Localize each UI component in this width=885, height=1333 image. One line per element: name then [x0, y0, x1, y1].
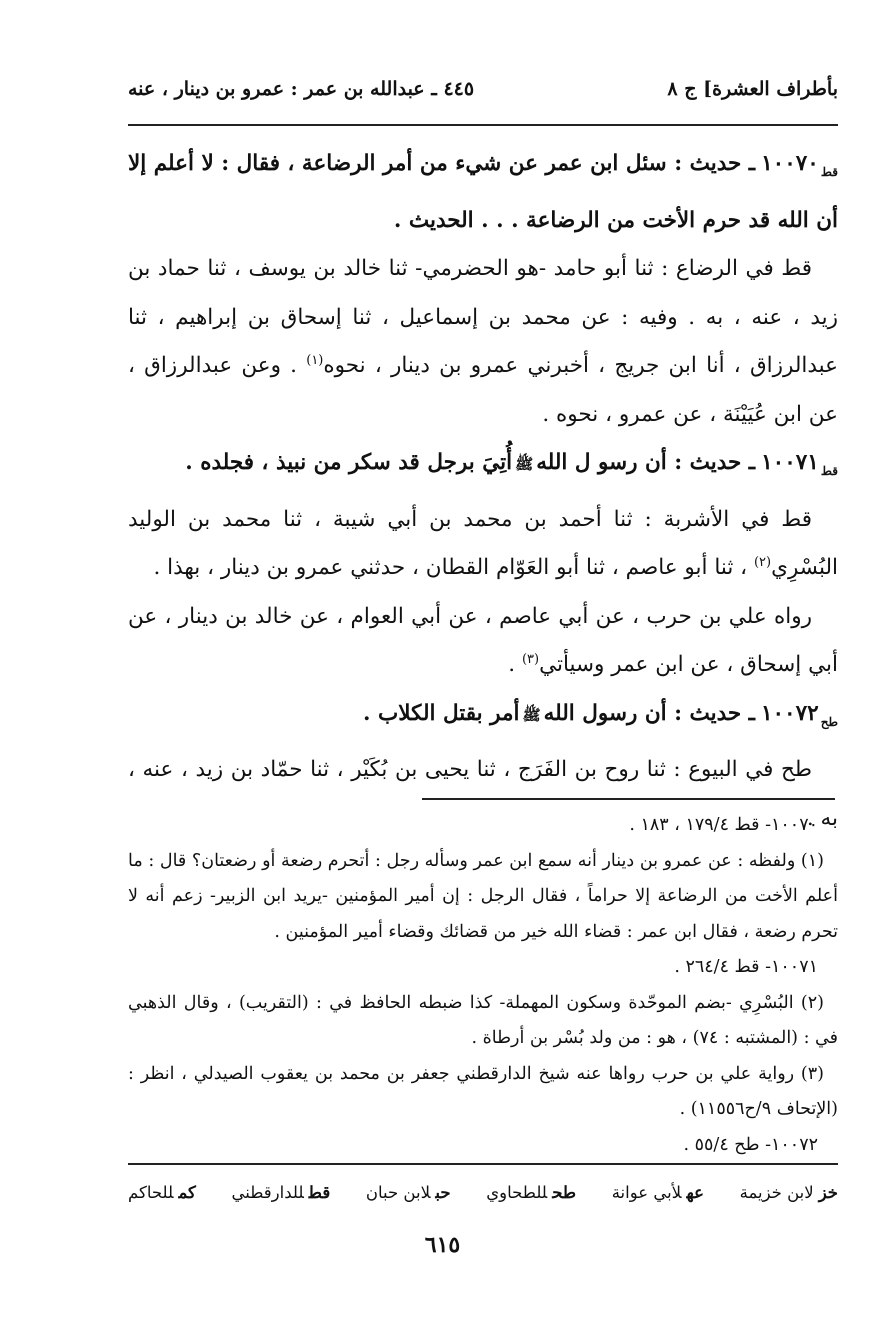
hadith-number: ١٠٠٧٢ — [760, 700, 819, 726]
footnote-reference: ١٠٠٧١- قط ٢٦٤/٤ . — [674, 957, 818, 977]
legend-text: لأبي عوانة — [611, 1182, 682, 1202]
source-symbol: قط — [820, 165, 838, 179]
abbreviation-legend — [128, 1173, 838, 1211]
legend-abbr: خز — [818, 1182, 838, 1202]
footnotes — [128, 808, 838, 1163]
hadith-10070-chain — [128, 245, 838, 439]
chain-text: قط في الأشربة : ثنا أحمد بن محمد بن أبي شيبة ، ثنا محمد بن الوليد البُسْرِي — [128, 506, 838, 580]
hadith-text: ـ حديث : أن رسو ل الله — [536, 450, 756, 475]
legend-text: لابن حبان — [365, 1182, 431, 1202]
hadith-10071-chain-2 — [128, 593, 838, 690]
salawat-glyph: ﷺ — [522, 705, 541, 724]
header-section-title: ٤٤٥ ـ عبدالله بن عمر : عمرو بن دينار ، عنه — [128, 78, 475, 100]
salawat-glyph: ﷺ — [515, 455, 534, 473]
main-text — [128, 140, 838, 843]
legend-abbr: طح — [552, 1182, 577, 1202]
footnote-3: (٣) رواية علي بن حرب رواها عنه شيخ الدارقطني جعفر بن محمد بن يعقوب الصيدلي ، انظر : (الإتحاف ٩/ح١١٥٥٦) . — [128, 1063, 838, 1119]
footnote-reference: ١٠٠٧٠- قط ١٧٩/٤ ، ١٨٣ . — [629, 815, 818, 835]
footnote-mark: (٣) — [521, 651, 540, 667]
hadith-10070 — [128, 140, 838, 245]
hadith-text-cont: أمر بقتل الكلاب . — [363, 700, 520, 726]
source-symbol: قط — [820, 464, 838, 478]
footnote-mark: (٢) — [753, 554, 772, 570]
page-number: ٦١٥ — [424, 1232, 461, 1258]
footnote-1: (١) ولفظه : عن عمرو بن دينار أنه سمع ابن عمر وسأله رجل : أتحرم رضعة أو رضعتان؟ قال : ما أعلم الأخت من الرضاعة إلا حراماً ، فقال الرجل : إن أمير المؤمنين -يريد ابن الزبير- زعم أنه لا تحرم رضعة ، فقال ابن عمر : قضاء الله خير من قضائك وقضاء أمير المؤمنين . — [128, 850, 838, 942]
legend-abbr: كم — [178, 1182, 196, 1202]
legend-abbr: عه — [686, 1182, 704, 1202]
legend-item — [366, 1183, 451, 1202]
chain-text: رواه علي بن حرب ، عن أبي عاصم ، عن أبي العوام ، عن خالد بن دينار ، عن أبي إسحاق ، عن ابن عمر وسيأتي — [128, 603, 838, 677]
legend-item — [128, 1183, 196, 1202]
legend-abbr: قط — [308, 1182, 331, 1202]
header-rule — [128, 124, 838, 126]
header-book-title: بأطراف العشرة] ج ٨ — [667, 78, 838, 100]
hadith-10071 — [128, 439, 838, 496]
legend-rule — [128, 1163, 838, 1165]
legend-text: للحاكم — [128, 1182, 174, 1202]
running-header — [128, 72, 838, 106]
legend-item — [740, 1183, 838, 1202]
chain-text-tail: . وعن عبدالرزاق ، عن ابن عُيَيْنَة ، عن عمرو ، نحوه . — [128, 353, 838, 427]
legend-item — [612, 1183, 704, 1202]
hadith-10071-chain — [128, 496, 838, 593]
legend-item — [486, 1183, 576, 1202]
hadith-text: ـ حديث : أن رسول الله — [543, 700, 755, 726]
footnote-2: (٢) البُسْرِي -بضم الموحّدة وسكون المهملة- كذا ضبطه الحافظ في : (التقريب) ، وقال الذهبي في : (المشتبه : ٧٤) ، هو : من ولد بُسْر بن أرطاة . — [128, 992, 838, 1048]
chain-text-tail: . — [508, 652, 516, 677]
source-symbol: طح — [820, 714, 838, 729]
legend-abbr: حب — [435, 1182, 451, 1202]
legend-text: للدارقطني — [231, 1182, 304, 1202]
footnote-reference: ١٠٠٧٢- طح ٥٥/٤ . — [683, 1134, 818, 1155]
footnote-rule — [422, 798, 835, 800]
chain-text-tail: ، ثنا أبو عاصم ، ثنا أبو العَوّام القطان ، حدثني عمرو بن دينار ، بهذا . — [153, 555, 748, 580]
hadith-number: ١٠٠٧٠ — [761, 151, 819, 176]
footnote-mark: (١) — [306, 352, 324, 368]
hadith-number: ١٠٠٧١ — [761, 450, 819, 475]
chain-text: قط في الرضاع : ثنا أبو حامد -هو الحضرمي- ثنا خالد بن يوسف ، ثنا حماد بن زيد ، عنه ، به . وفيه : عن محمد بن إسماعيل ، ثنا إسحاق بن إبراهيم ، ثنا عبدالرزاق ، أنا ابن جريج ، أخبرني عمرو بن دينار ، نحوه — [128, 256, 838, 378]
legend-item — [231, 1183, 330, 1202]
legend-text: للطحاوي — [486, 1182, 548, 1202]
chain-text: طح في البيوع : ثنا روح بن الفَرَج ، ثنا يحيى بن بُكَيْر ، ثنا حمّاد بن زيد ، عنه ، به . — [128, 757, 838, 831]
legend-text: لابن خزيمة — [739, 1182, 814, 1202]
hadith-text: ـ حديث : سئل ابن عمر عن شيء من أمر الرضاعة ، فقال : لا أعلم إلا أن الله قد حرم الأخت من الرضاعة . . . الحديث . — [128, 151, 838, 233]
hadith-10072 — [128, 690, 838, 747]
hadith-text-cont: أُتِيَ برجل قد سكر من نبيذ ، فجلده . — [185, 450, 513, 475]
